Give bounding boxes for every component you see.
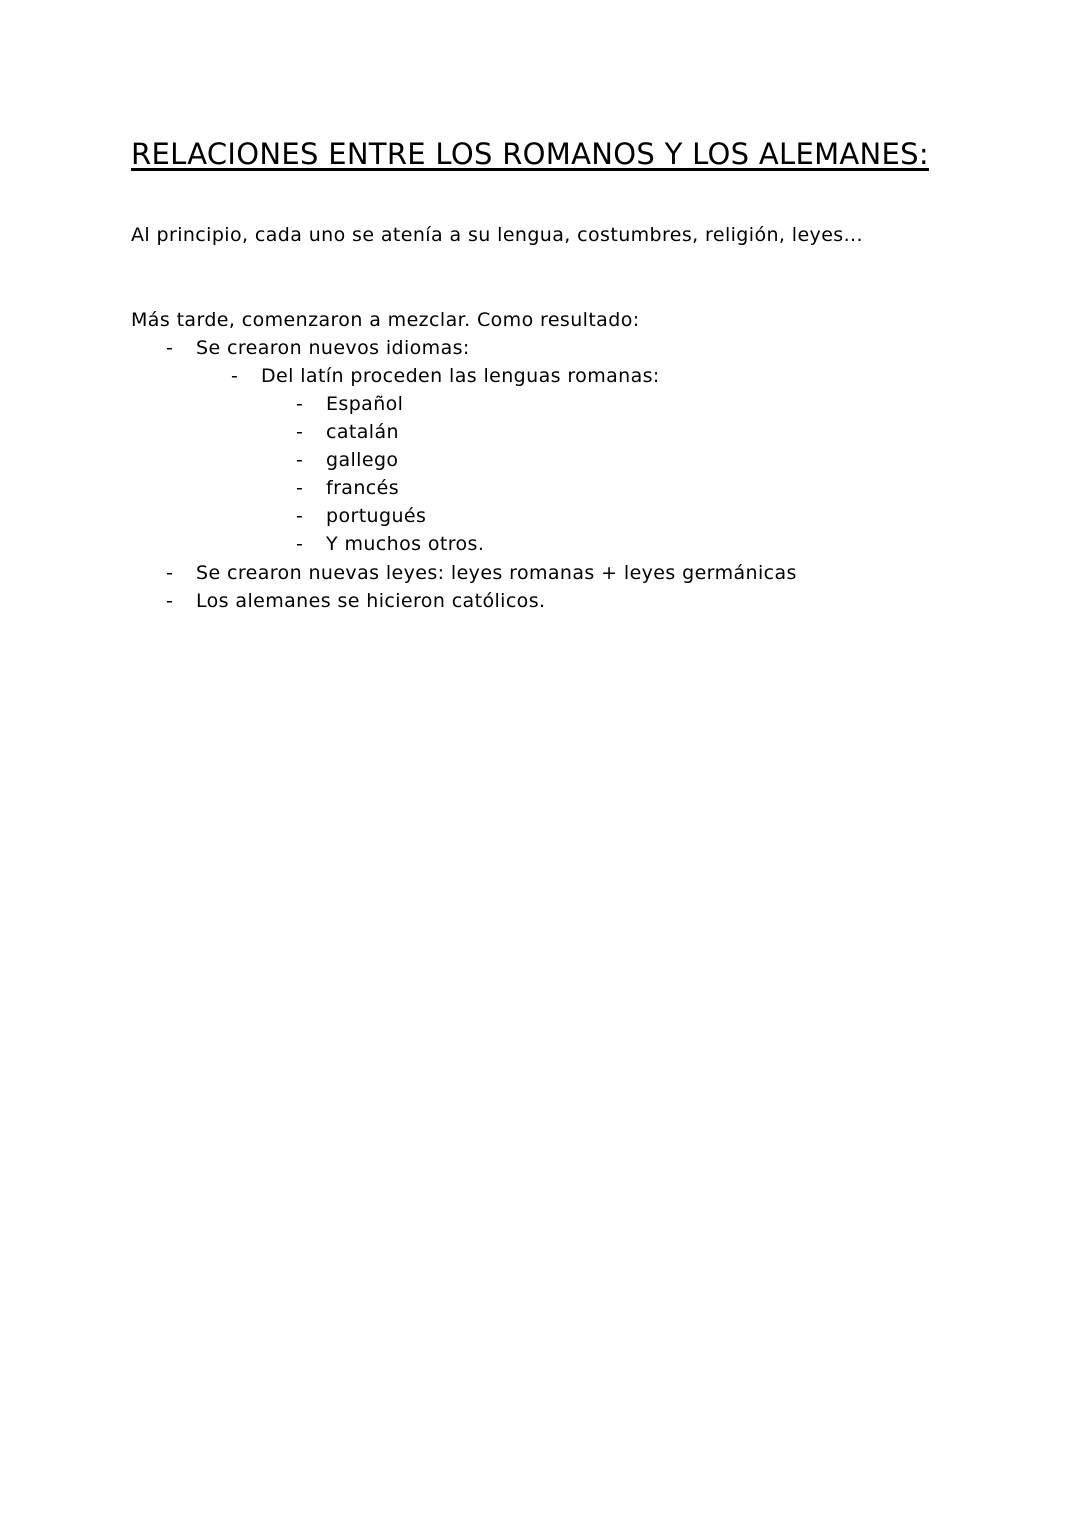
later-paragraph: Más tarde, comenzaron a mezclar. Como resultado: [131, 309, 640, 331]
list-item-text: catalán [326, 421, 399, 443]
bullet-dash: - [296, 449, 304, 471]
list-item-text: Se crearon nuevos idiomas: [196, 337, 470, 359]
bullet-dash: - [296, 533, 304, 555]
bullet-dash: - [231, 365, 239, 387]
list-item-text: Español [326, 393, 404, 415]
list-item-text: Del latín proceden las lenguas romanas: [261, 365, 660, 387]
bullet-dash: - [166, 590, 174, 612]
results-list [166, 334, 470, 362]
list-item-text: francés [326, 477, 400, 499]
list-item [296, 502, 484, 530]
bullet-dash: - [296, 393, 304, 415]
list-item [166, 334, 470, 362]
list-item [296, 530, 485, 558]
bullet-dash: - [166, 337, 174, 359]
list-item-text: Se crearon nuevas leyes: leyes romanas + leyes germánicas [196, 562, 797, 584]
bullet-dash: - [296, 421, 304, 443]
bullet-dash: - [166, 562, 174, 584]
list-item [166, 559, 797, 587]
list-item-text: Y muchos otros. [326, 533, 485, 555]
languages-origin-list [231, 362, 660, 390]
bullet-dash: - [296, 505, 304, 527]
list-item [296, 418, 484, 446]
list-item [231, 362, 660, 390]
list-item [296, 390, 484, 418]
languages-list [296, 390, 485, 558]
intro-paragraph: Al principio, cada uno se atenía a su lengua, costumbres, religión, leyes... [131, 224, 863, 246]
list-item [166, 587, 797, 615]
list-item-text: Los alemanes se hicieron católicos. [196, 590, 546, 612]
bullet-dash: - [296, 477, 304, 499]
page-title: RELACIONES ENTRE LOS ROMANOS Y LOS ALEMANES: [131, 137, 929, 171]
list-item [296, 474, 484, 502]
list-item-text: portugués [326, 505, 427, 527]
results-list-continued [166, 559, 797, 615]
list-item [296, 446, 484, 474]
list-item-text: gallego [326, 449, 399, 471]
